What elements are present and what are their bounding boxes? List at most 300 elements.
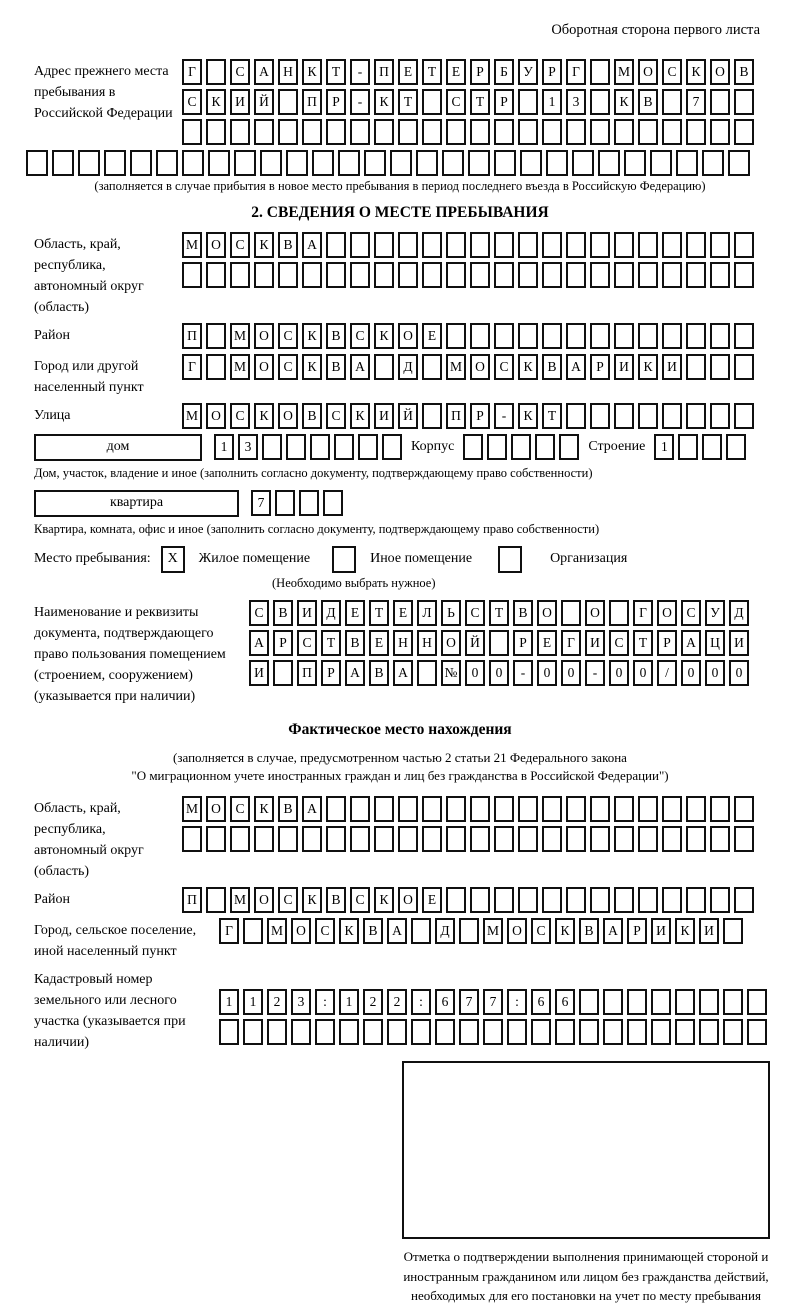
- char-box: Д: [321, 600, 341, 626]
- char-box: [323, 490, 343, 516]
- char-box: Е: [393, 600, 413, 626]
- char-box: О: [470, 354, 490, 380]
- char-box: В: [369, 660, 389, 686]
- stroenie-label: Строение: [588, 439, 646, 455]
- char-box: [446, 826, 466, 852]
- char-box: М: [446, 354, 466, 380]
- char-box: [566, 826, 586, 852]
- char-box: [334, 434, 354, 460]
- char-box: Е: [446, 59, 466, 85]
- street-field: [34, 403, 766, 429]
- char-box: О: [206, 403, 226, 429]
- char-box: Г: [182, 354, 202, 380]
- char-box: [614, 887, 634, 913]
- house-row: [34, 434, 766, 461]
- char-box: [398, 262, 418, 288]
- char-box: [572, 150, 594, 176]
- char-box: А: [302, 796, 322, 822]
- char-box: [518, 119, 538, 145]
- char-box: К: [374, 89, 394, 115]
- char-row: [249, 630, 749, 656]
- char-box: В: [278, 796, 298, 822]
- char-box: [278, 826, 298, 852]
- char-box: Е: [345, 600, 365, 626]
- char-box: [561, 600, 581, 626]
- char-box: [566, 262, 586, 288]
- actual-city-label: Город, сельское поселение, иной населенный пункт: [34, 923, 197, 960]
- char-box: [494, 887, 514, 913]
- char-box: И: [249, 660, 269, 686]
- char-box: А: [249, 630, 269, 656]
- char-box: В: [513, 600, 533, 626]
- char-box: В: [363, 918, 383, 944]
- char-box: И: [230, 89, 250, 115]
- char-box: -: [350, 89, 370, 115]
- char-box: /: [657, 660, 677, 686]
- apartment-label-box: квартира: [34, 490, 239, 517]
- char-box: С: [278, 887, 298, 913]
- char-box: [470, 323, 490, 349]
- char-box: [518, 323, 538, 349]
- char-box: 7: [483, 989, 503, 1015]
- char-box: [710, 323, 730, 349]
- char-box: [278, 262, 298, 288]
- char-box: [310, 434, 330, 460]
- char-box: [507, 1019, 527, 1045]
- house-note: Дом, участок, владение и иное (заполнить согласно документу, подтверждающему право собственности): [34, 465, 593, 480]
- char-box: Р: [470, 403, 490, 429]
- char-box: 0: [489, 660, 509, 686]
- char-box: М: [182, 232, 202, 258]
- char-box: [411, 918, 431, 944]
- char-box: [520, 150, 542, 176]
- char-box: Й: [465, 630, 485, 656]
- char-box: [338, 150, 360, 176]
- char-box: [363, 1019, 383, 1045]
- char-box: [26, 150, 48, 176]
- char-box: В: [278, 232, 298, 258]
- char-box: К: [302, 887, 322, 913]
- char-box: [494, 262, 514, 288]
- char-box: П: [182, 887, 202, 913]
- char-box: В: [326, 887, 346, 913]
- char-box: [638, 403, 658, 429]
- char-box: [234, 150, 256, 176]
- char-box: [52, 150, 74, 176]
- char-box: [535, 434, 555, 460]
- option-zhiloe-label: Жилое помещение: [198, 551, 311, 567]
- char-box: Р: [657, 630, 677, 656]
- char-box: [702, 434, 722, 460]
- char-box: [374, 796, 394, 822]
- char-box: [364, 150, 386, 176]
- char-row: [182, 354, 754, 380]
- char-box: П: [182, 323, 202, 349]
- char-box: [262, 434, 282, 460]
- char-box: [710, 354, 730, 380]
- char-box: И: [585, 630, 605, 656]
- char-box: Г: [182, 59, 202, 85]
- char-box: [130, 150, 152, 176]
- char-box: [734, 262, 754, 288]
- char-box: [206, 826, 226, 852]
- char-box: [206, 59, 226, 85]
- char-box: [723, 918, 743, 944]
- char-box: Г: [219, 918, 239, 944]
- char-box: [243, 918, 263, 944]
- char-box: К: [350, 403, 370, 429]
- char-box: [710, 796, 730, 822]
- char-box: [590, 262, 610, 288]
- char-box: [230, 119, 250, 145]
- char-box: [182, 826, 202, 852]
- char-box: Р: [273, 630, 293, 656]
- char-box: О: [657, 600, 677, 626]
- char-box: К: [374, 887, 394, 913]
- char-box: [422, 354, 442, 380]
- char-box: [417, 660, 437, 686]
- char-box: -: [585, 660, 605, 686]
- char-box: М: [182, 796, 202, 822]
- char-box: [468, 150, 490, 176]
- street-label: Улица: [34, 407, 71, 423]
- char-box: Р: [590, 354, 610, 380]
- char-box: О: [278, 403, 298, 429]
- char-box: О: [254, 354, 274, 380]
- char-box: [662, 323, 682, 349]
- char-box: [686, 403, 706, 429]
- char-box: 7: [459, 989, 479, 1015]
- char-box: Р: [542, 59, 562, 85]
- char-box: П: [374, 59, 394, 85]
- char-box: [686, 232, 706, 258]
- char-box: [638, 119, 658, 145]
- char-box: [710, 232, 730, 258]
- char-box: Т: [321, 630, 341, 656]
- char-box: [208, 150, 230, 176]
- char-box: [446, 232, 466, 258]
- char-box: [206, 119, 226, 145]
- char-box: [566, 119, 586, 145]
- char-box: [494, 826, 514, 852]
- char-box: [627, 989, 647, 1015]
- char-box: [627, 1019, 647, 1045]
- char-box: [291, 1019, 311, 1045]
- char-box: [387, 1019, 407, 1045]
- char-box: К: [686, 59, 706, 85]
- char-box: В: [326, 323, 346, 349]
- option-organizatsiya-label: Организация: [550, 551, 628, 567]
- char-box: [358, 434, 378, 460]
- char-box: [446, 796, 466, 822]
- char-box: [542, 119, 562, 145]
- char-box: [326, 826, 346, 852]
- char-box: К: [638, 354, 658, 380]
- char-box: [650, 150, 672, 176]
- char-box: 0: [537, 660, 557, 686]
- char-box: С: [350, 887, 370, 913]
- char-box: [422, 119, 442, 145]
- char-box: И: [297, 600, 317, 626]
- cadastral-label: Кадастровый номер земельного или лесного участка (указывается при наличии): [34, 972, 186, 1051]
- char-box: [446, 119, 466, 145]
- char-row: [182, 796, 754, 822]
- char-box: И: [729, 630, 749, 656]
- char-box: [243, 1019, 263, 1045]
- char-box: 0: [609, 660, 629, 686]
- char-box: С: [278, 354, 298, 380]
- prev-address-overflow-row: [26, 150, 766, 176]
- char-box: С: [315, 918, 335, 944]
- char-box: [182, 262, 202, 288]
- char-box: [494, 323, 514, 349]
- char-box: Т: [633, 630, 653, 656]
- char-box: С: [531, 918, 551, 944]
- char-box: С: [662, 59, 682, 85]
- char-box: Й: [254, 89, 274, 115]
- char-box: [542, 323, 562, 349]
- char-box: [470, 887, 490, 913]
- char-box: [614, 323, 634, 349]
- char-box: Г: [633, 600, 653, 626]
- char-box: [470, 826, 490, 852]
- char-box: 1: [243, 989, 263, 1015]
- char-box: [590, 887, 610, 913]
- char-box: О: [710, 59, 730, 85]
- char-box: [518, 826, 538, 852]
- char-box: Д: [435, 918, 455, 944]
- char-box: [546, 150, 568, 176]
- char-box: Р: [326, 89, 346, 115]
- char-box: [422, 826, 442, 852]
- char-box: О: [291, 918, 311, 944]
- char-box: С: [230, 59, 250, 85]
- char-box: [678, 434, 698, 460]
- char-box: К: [518, 354, 538, 380]
- char-box: [156, 150, 178, 176]
- note-line-2: "О миграционном учете иностранных граждан и лиц без гражданства в Российской Федерации"): [131, 768, 669, 784]
- char-box: О: [206, 796, 226, 822]
- char-box: [299, 490, 319, 516]
- char-box: [638, 232, 658, 258]
- char-box: [734, 232, 754, 258]
- char-box: К: [555, 918, 575, 944]
- char-box: [651, 1019, 671, 1045]
- char-row: [219, 918, 743, 944]
- char-box: [579, 1019, 599, 1045]
- char-box: К: [302, 323, 322, 349]
- stay-place-label: Место пребывания:: [34, 551, 151, 567]
- char-box: 3: [566, 89, 586, 115]
- char-box: А: [566, 354, 586, 380]
- char-row: [182, 403, 754, 429]
- char-box: -: [350, 59, 370, 85]
- char-box: Е: [422, 323, 442, 349]
- char-box: [398, 119, 418, 145]
- char-box: А: [681, 630, 701, 656]
- char-box: [470, 262, 490, 288]
- char-box: [446, 262, 466, 288]
- char-box: И: [374, 403, 394, 429]
- char-box: Ц: [705, 630, 725, 656]
- char-box: [487, 434, 507, 460]
- char-box: О: [441, 630, 461, 656]
- char-box: [579, 989, 599, 1015]
- char-box: [590, 232, 610, 258]
- char-box: [662, 796, 682, 822]
- char-box: К: [302, 354, 322, 380]
- stay-place-note: (Необходимо выбрать нужное): [272, 575, 436, 590]
- char-box: Т: [369, 600, 389, 626]
- char-box: [702, 150, 724, 176]
- char-box: [590, 796, 610, 822]
- char-box: [374, 232, 394, 258]
- char-box: [230, 826, 250, 852]
- char-box: [230, 262, 250, 288]
- char-box: [326, 232, 346, 258]
- char-box: Б: [494, 59, 514, 85]
- char-box: [374, 119, 394, 145]
- char-box: [734, 354, 754, 380]
- char-box: [382, 434, 402, 460]
- char-box: [483, 1019, 503, 1045]
- char-box: [494, 796, 514, 822]
- char-box: А: [345, 660, 365, 686]
- char-box: В: [273, 600, 293, 626]
- cadastral-cells: [219, 989, 767, 1045]
- char-row: [182, 59, 754, 85]
- char-box: 3: [238, 434, 258, 460]
- char-box: [78, 150, 100, 176]
- char-box: Д: [729, 600, 749, 626]
- char-box: Р: [627, 918, 647, 944]
- char-box: 1: [214, 434, 234, 460]
- char-box: [182, 150, 204, 176]
- char-box: :: [411, 989, 431, 1015]
- actual-district-field: [34, 887, 766, 913]
- char-box: [518, 262, 538, 288]
- char-box: [459, 1019, 479, 1045]
- char-box: Т: [489, 600, 509, 626]
- char-box: [603, 1019, 623, 1045]
- prev-address-note: (заполняется в случае прибытия в новое место пребывания в период последнего въезда в Российскую Федерацию): [94, 179, 706, 193]
- prev-address-field: [34, 59, 766, 145]
- char-box: [206, 262, 226, 288]
- char-box: [726, 434, 746, 460]
- char-box: С: [326, 403, 346, 429]
- option-inoe-label: Иное помещение: [370, 551, 473, 567]
- char-box: [638, 826, 658, 852]
- actual-region-label: Область, край, республика, автономный округ (область): [34, 801, 144, 880]
- char-box: О: [507, 918, 527, 944]
- char-box: [446, 887, 466, 913]
- char-box: 1: [339, 989, 359, 1015]
- char-box: Й: [398, 403, 418, 429]
- char-box: [542, 262, 562, 288]
- char-box: [489, 630, 509, 656]
- char-box: [542, 887, 562, 913]
- char-box: [590, 323, 610, 349]
- char-box: К: [254, 796, 274, 822]
- char-box: 2: [387, 989, 407, 1015]
- char-box: [494, 150, 516, 176]
- char-box: [206, 887, 226, 913]
- char-row: [182, 323, 754, 349]
- char-box: [442, 150, 464, 176]
- char-box: Е: [398, 59, 418, 85]
- char-box: [278, 89, 298, 115]
- char-box: 2: [363, 989, 383, 1015]
- char-box: [470, 796, 490, 822]
- char-box: [219, 1019, 239, 1045]
- char-box: С: [446, 89, 466, 115]
- char-box: 6: [555, 989, 575, 1015]
- char-box: [374, 354, 394, 380]
- char-box: [686, 119, 706, 145]
- char-box: Е: [369, 630, 389, 656]
- char-box: С: [681, 600, 701, 626]
- char-box: А: [393, 660, 413, 686]
- char-box: [734, 119, 754, 145]
- char-box: О: [398, 887, 418, 913]
- char-box: [723, 989, 743, 1015]
- char-box: [398, 232, 418, 258]
- char-box: Т: [542, 403, 562, 429]
- char-box: [518, 232, 538, 258]
- char-box: [398, 826, 418, 852]
- char-box: [411, 1019, 431, 1045]
- char-box: С: [494, 354, 514, 380]
- char-box: Ь: [441, 600, 461, 626]
- char-box: [339, 1019, 359, 1045]
- char-box: 3: [291, 989, 311, 1015]
- char-box: [302, 119, 322, 145]
- char-box: [422, 796, 442, 822]
- char-box: [326, 262, 346, 288]
- char-row: [182, 826, 754, 852]
- char-box: В: [579, 918, 599, 944]
- char-box: С: [230, 796, 250, 822]
- char-box: [609, 600, 629, 626]
- char-box: [470, 232, 490, 258]
- char-box: У: [518, 59, 538, 85]
- char-box: 6: [531, 989, 551, 1015]
- char-box: [390, 150, 412, 176]
- char-box: -: [494, 403, 514, 429]
- char-box: [686, 262, 706, 288]
- char-box: [723, 1019, 743, 1045]
- char-row: [249, 660, 749, 686]
- char-box: [518, 89, 538, 115]
- char-box: [747, 1019, 767, 1045]
- actual-region-field: [34, 796, 766, 882]
- char-box: В: [734, 59, 754, 85]
- char-box: Н: [278, 59, 298, 85]
- city-label: Город или другой населенный пункт: [34, 358, 144, 395]
- char-box: О: [254, 323, 274, 349]
- checkbox-zhiloe: X: [161, 546, 185, 573]
- char-box: [590, 89, 610, 115]
- actual-city-field: [34, 918, 766, 962]
- actual-district-label: Район: [34, 892, 70, 908]
- char-box: [734, 826, 754, 852]
- char-box: [542, 796, 562, 822]
- char-box: 0: [465, 660, 485, 686]
- char-box: [104, 150, 126, 176]
- char-box: О: [537, 600, 557, 626]
- apartment-cells: [251, 490, 343, 516]
- char-box: [686, 887, 706, 913]
